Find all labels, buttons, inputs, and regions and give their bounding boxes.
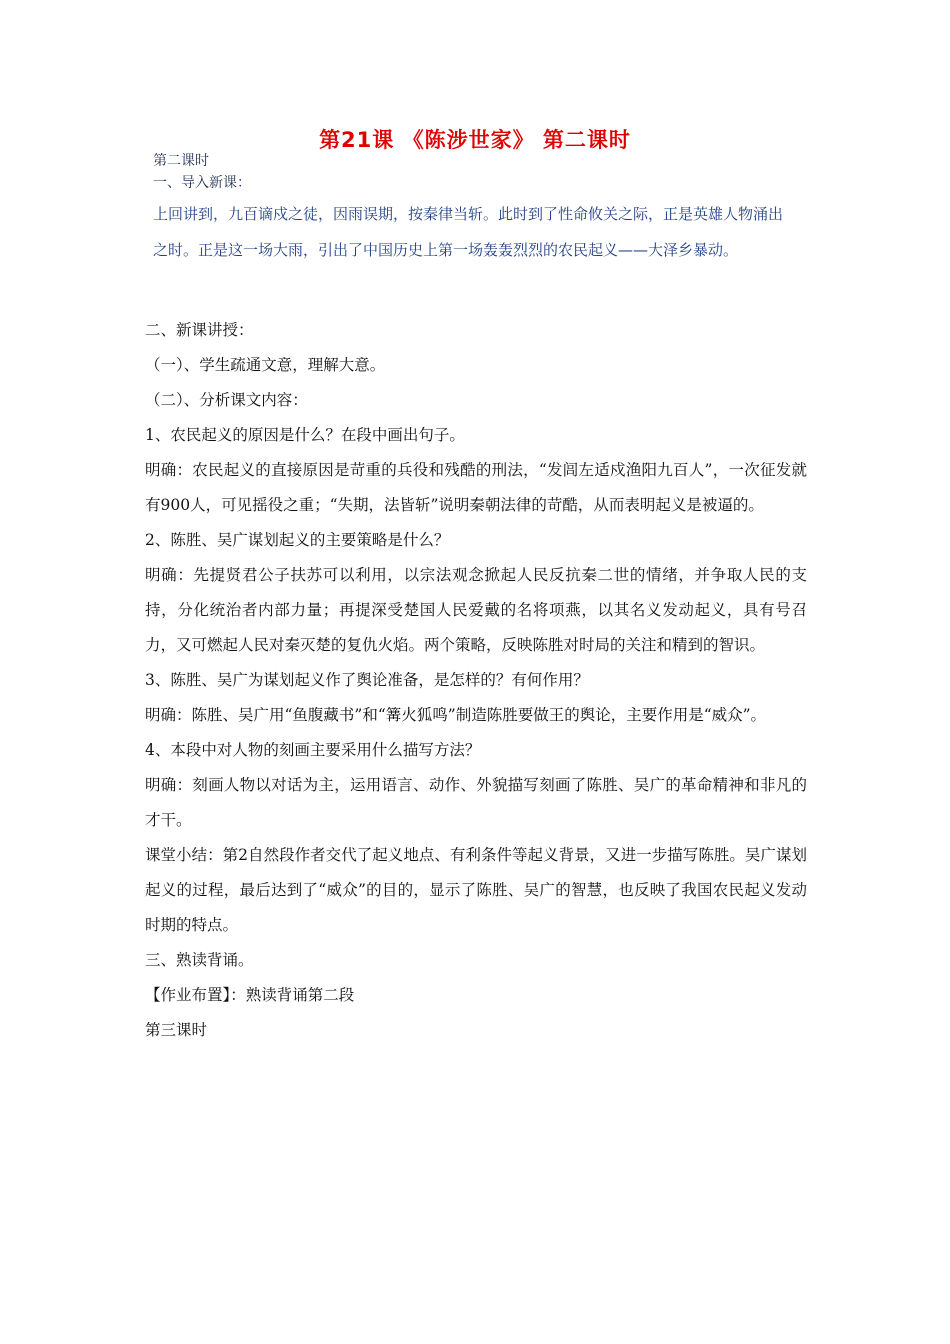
homework: 【作业布置】：熟读背诵第二段: [145, 986, 355, 1004]
page-title: 第21课 《陈涉世家》 第二课时: [319, 128, 631, 152]
question-4: 4、本段中对人物的刻画主要采用什么描写方法？: [145, 741, 481, 759]
intro-text: 上回讲到，九百谪戍之徒，因雨误期，按秦律当斩。此时到了性命攸关之际，正是英雄人物涌出之时。正是这一场大雨，引出了中国历史上第一场轰轰烈烈的农民起义——大泽乡暴动。: [153, 205, 784, 259]
question-1: 1、农民起义的原因是什么？在段中画出句子。: [145, 426, 465, 444]
intro-heading: 一、导入新课：: [153, 175, 251, 191]
section2-item-1: （一）、学生疏通文意，理解大意。: [145, 356, 386, 374]
section2-heading: 二、新课讲授：: [145, 321, 254, 339]
main-body: [145, 313, 807, 1048]
section2-item-2: （二）、分析课文内容：: [145, 391, 308, 409]
class-summary: 课堂小结：第2自然段作者交代了起义地点、有利条件等起义背景，又进一步描写陈胜。吴广谋划起义的过程，最后达到了“威众”的目的，显示了陈胜、吴广的智慧，也反映了我国农民起义发动时期的特点。: [145, 846, 807, 934]
next-lesson: 第三课时: [145, 1021, 208, 1039]
section3-heading: 三、熟读背诵。: [145, 951, 254, 969]
answer-3: 明确：陈胜、吴广用“鱼腹藏书”和“篝火狐鸣”制造陈胜要做王的舆论，主要作用是“威众”。: [145, 706, 767, 724]
question-3: 3、陈胜、吴广为谋划起义作了舆论准备，是怎样的？有何作用？: [145, 671, 589, 689]
answer-1: 明确：农民起义的直接原因是苛重的兵役和残酷的刑法，“发闾左适戍渔阳九百人”，一次征发就有900人，可见摇役之重；“失期，法皆斩”说明秦朝法律的苛酷，从而表明起义是被逼的。: [145, 461, 807, 514]
answer-4: 明确：刻画人物以对话为主，运用语言、动作、外貌描写刻画了陈胜、吴广的革命精神和非凡的才干。: [145, 776, 807, 829]
answer-2: 明确：先提贤君公子扶苏可以利用，以宗法观念掀起人民反抗秦二世的情绪，并争取人民的支持，分化统治者内部力量；再提深受楚国人民爱戴的名将项燕，以其名义发动起义，具有号召力，又可燃起人民对秦灭楚的复仇火焰。两个策略，反映陈胜对时局的关注和精到的智识。: [145, 566, 807, 654]
intro-block: [153, 150, 793, 268]
intro-subtitle: 第二课时: [153, 153, 209, 169]
question-2: 2、陈胜、吴广谋划起义的主要策略是什么？: [145, 531, 450, 549]
